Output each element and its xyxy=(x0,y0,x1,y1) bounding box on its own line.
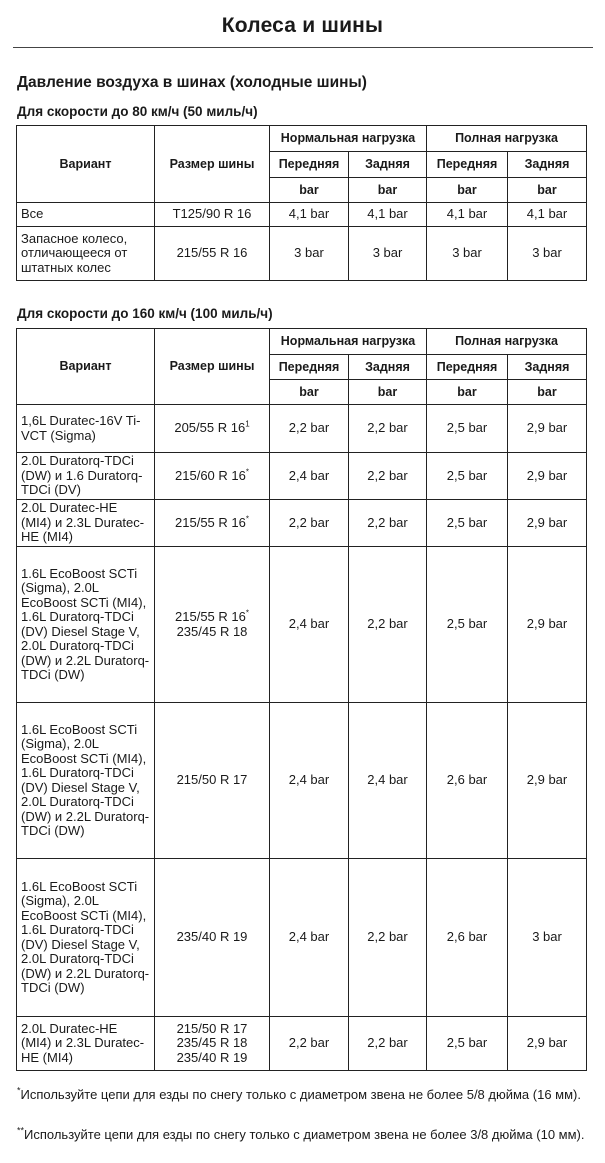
tire-pressure-table-80 xyxy=(16,125,587,281)
full-load-header: Полная нагрузка xyxy=(427,329,587,355)
pressure-cell: 3 bar xyxy=(270,227,349,281)
unit-header: bar xyxy=(427,178,508,203)
footnote-reference: * xyxy=(245,514,249,524)
pressure-cell: 2,2 bar xyxy=(270,405,349,453)
table-row xyxy=(17,859,587,1017)
unit-header: bar xyxy=(270,178,349,203)
tire-size-cell xyxy=(155,203,270,227)
table-row xyxy=(17,203,587,227)
pressure-cell: 2,6 bar xyxy=(427,859,508,1017)
tire-size-line xyxy=(159,516,265,531)
variant-cell: 1.6L EcoBoost SCTi (Sigma), 2.0L EcoBoost SCTi (MI4), 1.6L Duratorq-TDCi (DV) Diesel Stage V, 2.0L Duratorq-TDCi (DW) и 2.2L Duratorq-TDCi (DW) xyxy=(17,859,155,1017)
tire-size: T125/90 R 16 xyxy=(172,206,252,222)
pressure-cell: 2,4 bar xyxy=(349,703,427,859)
tire-size: 235/45 R 18 xyxy=(176,1035,248,1051)
pressure-cell: 2,9 bar xyxy=(508,547,587,703)
front-header: Передняя xyxy=(427,355,508,380)
table-row xyxy=(17,703,587,859)
tire-size-cell xyxy=(155,859,270,1017)
pressure-cell: 2,2 bar xyxy=(349,1017,427,1071)
table2-heading: Для скорости до 160 км/ч (100 миль/ч) xyxy=(17,306,273,321)
footnote xyxy=(17,1086,593,1103)
tire-size: 235/40 R 19 xyxy=(176,1049,248,1065)
variant-cell: 2.0L Duratorq-TDCi (DW) и 1.6 Duratorq-TDCi (DV) xyxy=(17,453,155,500)
normal-load-header: Нормальная нагрузка xyxy=(270,329,427,355)
front-header: Передняя xyxy=(270,152,349,178)
tire-size-line xyxy=(159,610,265,625)
variant-cell: 2.0L Duratec-HE (MI4) и 2.3L Duratec-HE (MI4) xyxy=(17,500,155,547)
tire-size-cell xyxy=(155,500,270,547)
title-divider xyxy=(13,47,593,48)
tire-pressure-table-160 xyxy=(16,328,587,1071)
tire-size-cell xyxy=(155,227,270,281)
tire-size-cell xyxy=(155,405,270,453)
variant-cell: 1.6L EcoBoost SCTi (Sigma), 2.0L EcoBoost SCTi (MI4), 1.6L Duratorq-TDCi (DV) Diesel Stage V, 2.0L Duratorq-TDCi (DW) и 2.2L Duratorq-TDCi (DW) xyxy=(17,547,155,703)
table-row xyxy=(17,1017,587,1071)
variant-cell: Все xyxy=(17,203,155,227)
pressure-cell: 3 bar xyxy=(508,227,587,281)
table-row xyxy=(17,453,587,500)
unit-header: bar xyxy=(349,380,427,405)
pressure-cell: 2,2 bar xyxy=(270,500,349,547)
pressure-cell: 4,1 bar xyxy=(427,203,508,227)
unit-header: bar xyxy=(270,380,349,405)
pressure-cell: 2,4 bar xyxy=(270,547,349,703)
pressure-cell: 2,4 bar xyxy=(270,703,349,859)
tire-size: 215/55 R 16 xyxy=(175,514,246,530)
tire-size-line xyxy=(159,1036,265,1051)
pressure-cell: 4,1 bar xyxy=(508,203,587,227)
pressure-cell: 3 bar xyxy=(427,227,508,281)
pressure-cell: 2,2 bar xyxy=(349,547,427,703)
variant-header: Вариант xyxy=(17,126,155,203)
page-title: Колеса и шины xyxy=(221,14,384,37)
pressure-cell: 2,5 bar xyxy=(427,500,508,547)
tire-size-line xyxy=(159,469,265,484)
tire-size: 205/55 R 16 xyxy=(174,420,246,436)
tire-size-line xyxy=(159,421,265,436)
tire-size-line xyxy=(159,773,265,788)
pressure-cell: 2,6 bar xyxy=(427,703,508,859)
pressure-cell: 2,2 bar xyxy=(349,859,427,1017)
tire-size-line xyxy=(159,1051,265,1066)
pressure-cell: 3 bar xyxy=(349,227,427,281)
pressure-cell: 2,2 bar xyxy=(349,453,427,500)
pressure-cell: 2,4 bar xyxy=(270,453,349,500)
pressure-cell: 2,5 bar xyxy=(427,547,508,703)
pressure-cell: 2,2 bar xyxy=(349,500,427,547)
tire-size-cell xyxy=(155,1017,270,1071)
front-header: Передняя xyxy=(270,355,349,380)
rear-header: Задняя xyxy=(349,152,427,178)
pressure-cell: 2,9 bar xyxy=(508,703,587,859)
variant-cell: 2.0L Duratec-HE (MI4) и 2.3L Duratec-HE (MI4) xyxy=(17,1017,155,1071)
footnote-text: Используйте цепи для езды по снегу только с диаметром звена не более 5/8 дюйма (16 мм). xyxy=(20,1087,581,1102)
table-row xyxy=(17,547,587,703)
tire-size-cell xyxy=(155,547,270,703)
normal-load-header: Нормальная нагрузка xyxy=(270,126,427,152)
pressure-cell: 2,5 bar xyxy=(427,1017,508,1071)
tire-size: 215/55 R 16 xyxy=(176,245,248,261)
front-header: Передняя xyxy=(427,152,508,178)
unit-header: bar xyxy=(508,178,587,203)
pressure-cell: 4,1 bar xyxy=(349,203,427,227)
unit-header: bar xyxy=(427,380,508,405)
tire-size-line xyxy=(159,930,265,945)
footnote-reference: 1 xyxy=(245,419,250,429)
footnote-reference: * xyxy=(245,467,249,477)
pressure-cell: 2,9 bar xyxy=(508,453,587,500)
variant-cell: 1.6L EcoBoost SCTi (Sigma), 2.0L EcoBoost SCTi (MI4), 1.6L Duratorq-TDCi (DV) Diesel Stage V, 2.0L Duratorq-TDCi (DW) и 2.2L Duratorq-TDCi (DW) xyxy=(17,703,155,859)
pressure-cell: 4,1 bar xyxy=(270,203,349,227)
table2-body xyxy=(17,405,587,1071)
footnote-text: Используйте цепи для езды по снегу только с диаметром звена не более 3/8 дюйма (10 мм). xyxy=(24,1127,585,1142)
tire-size-header: Размер шины xyxy=(155,329,270,405)
footnote xyxy=(17,1126,593,1143)
footnote-mark: ** xyxy=(17,1125,25,1136)
section-heading: Давление воздуха в шинах (холодные шины) xyxy=(17,74,367,91)
tire-size-cell xyxy=(155,453,270,500)
pressure-cell: 2,2 bar xyxy=(270,1017,349,1071)
tire-size: 215/50 R 17 xyxy=(176,772,248,788)
table-row xyxy=(17,500,587,547)
tire-size-cell xyxy=(155,703,270,859)
variant-cell: 1,6L Duratec-16V Ti-VCT (Sigma) xyxy=(17,405,155,453)
full-load-header: Полная нагрузка xyxy=(427,126,587,152)
tire-size: 215/60 R 16 xyxy=(175,467,246,483)
footnote-reference: * xyxy=(245,608,249,618)
tire-size: 215/50 R 17 xyxy=(176,1020,248,1036)
tire-size-header: Размер шины xyxy=(155,126,270,203)
tire-size-line xyxy=(159,625,265,640)
tire-size: 235/45 R 18 xyxy=(176,623,248,639)
variant-cell: Запасное колесо, отличающееся от штатных колес xyxy=(17,227,155,281)
table-row xyxy=(17,405,587,453)
unit-header: bar xyxy=(508,380,587,405)
rear-header: Задняя xyxy=(349,355,427,380)
pressure-cell: 2,9 bar xyxy=(508,500,587,547)
rear-header: Задняя xyxy=(508,355,587,380)
footnote-mark: * xyxy=(17,1085,21,1096)
pressure-cell: 2,5 bar xyxy=(427,405,508,453)
tire-size-line xyxy=(159,1022,265,1037)
tire-size: 215/55 R 16 xyxy=(175,609,246,624)
pressure-cell: 2,2 bar xyxy=(349,405,427,453)
tire-size: 235/40 R 19 xyxy=(176,929,248,945)
table-row xyxy=(17,227,587,281)
pressure-cell: 2,9 bar xyxy=(508,1017,587,1071)
rear-header: Задняя xyxy=(508,152,587,178)
pressure-cell: 2,5 bar xyxy=(427,453,508,500)
pressure-cell: 2,4 bar xyxy=(270,859,349,1017)
variant-header: Вариант xyxy=(17,329,155,405)
table1-heading: Для скорости до 80 км/ч (50 миль/ч) xyxy=(17,104,258,119)
unit-header: bar xyxy=(349,178,427,203)
pressure-cell: 3 bar xyxy=(508,859,587,1017)
pressure-cell: 2,9 bar xyxy=(508,405,587,453)
